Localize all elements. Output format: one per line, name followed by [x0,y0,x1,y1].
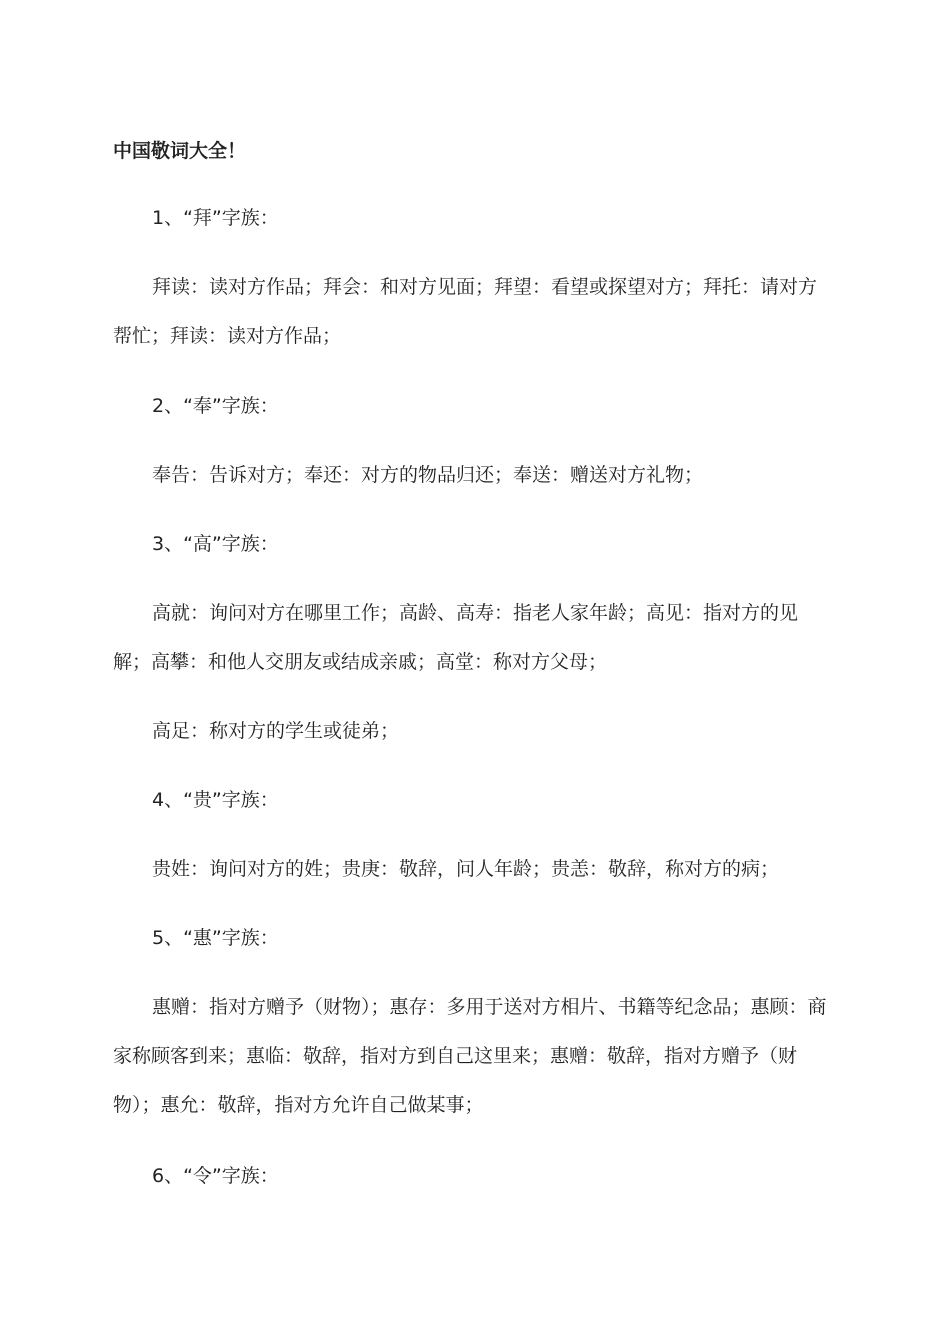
section-heading-gui: 4、“贵”字族： [152,789,279,811]
paragraph-bai: 拜读：读对方作品；拜会：和对方见面；拜望：看望或探望对方；拜托：请对方帮忙；拜读：读对方作品； [113,276,818,347]
section-heading-feng: 2、“奉”字族： [152,395,279,417]
document-title: 中国敬词大全！ [113,140,247,162]
section-heading-hui: 5、“惠”字族： [152,927,279,949]
paragraph-gui: 贵姓：询问对方的姓；贵庚：敬辞，问人年龄；贵恙：敬辞，称对方的病； [152,858,780,880]
paragraph-feng: 奉告：告诉对方；奉还：对方的物品归还；奉送：赠送对方礼物； [152,464,704,486]
paragraph-hui: 惠赠：指对方赠予（财物）；惠存：多用于送对方相片、书籍等纪念品；惠顾：商家称顾客到来；惠临：敬辞，指对方到自己这里来；惠赠：敬辞，指对方赠予（财物）；惠允：敬辞，指对方允许自己做某事； [113,996,827,1116]
section-heading-ling: 6、“令”字族： [152,1165,279,1187]
section-heading-bai: 1、“拜”字族： [152,207,279,229]
paragraph-gao-zu: 高足：称对方的学生或徒弟； [152,720,400,742]
section-heading-gao: 3、“高”字族： [152,533,279,555]
paragraph-gao: 高就：询问对方在哪里工作；高龄、高寿：指老人家年龄；高见：指对方的见解；高攀：和他人交朋友或结成亲戚；高堂：称对方父母； [113,602,799,673]
